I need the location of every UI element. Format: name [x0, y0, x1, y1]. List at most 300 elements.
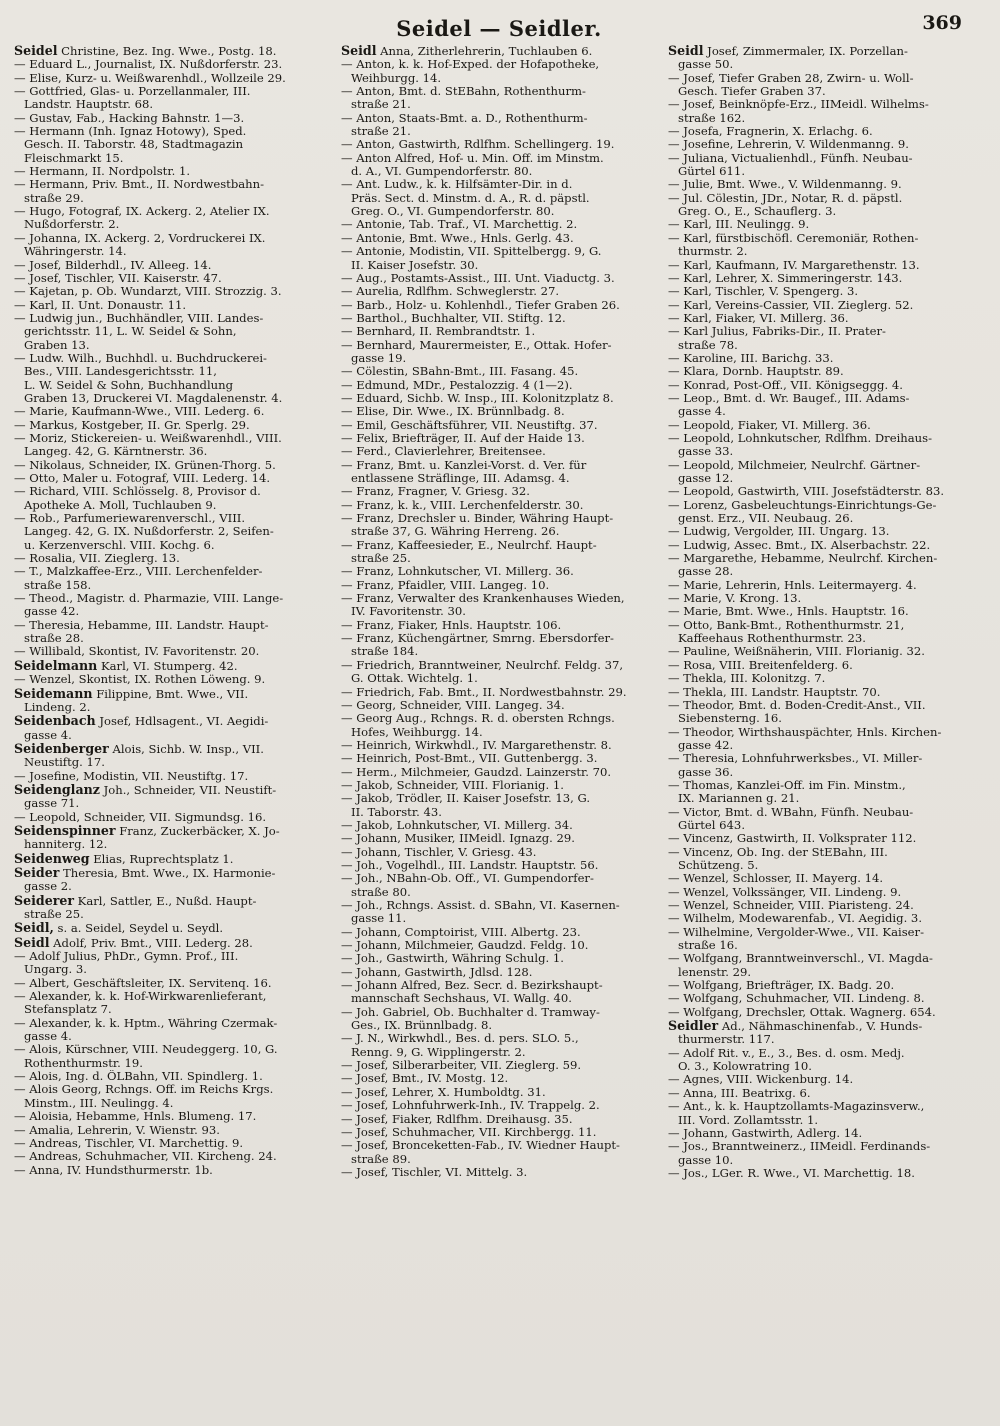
directory-entry — [668, 686, 983, 699]
entry-text: — Jakob, Schneider, VIII. Florianig. 1. — [341, 778, 564, 792]
entry-text: — Johann, Musiker, IIMeidl. Ignazg. 29. — [341, 832, 575, 846]
directory-entry — [14, 379, 329, 392]
directory-entry — [14, 125, 329, 138]
entry-text: — Bernhard, II. Rembrandtstr. 1. — [341, 325, 536, 339]
entry-text: — Theodor, Wirthshauspächter, Hnls. Kirchen- — [668, 725, 942, 739]
surname-heading: Seidl — [341, 44, 377, 58]
entry-text: Hofes, Weihburgg. 14. — [351, 725, 483, 739]
directory-entry — [668, 485, 983, 498]
entry-text: — Franz, Fragner, V. Griesg. 32. — [341, 485, 530, 499]
directory-entry — [668, 552, 983, 565]
directory-entry — [668, 85, 983, 98]
entry-text: — Josef, Tischler, VI. Mittelg. 3. — [341, 1165, 528, 1179]
directory-entry — [668, 419, 983, 432]
directory-entry — [668, 44, 983, 58]
entry-text: G. Ottak. Wichtelg. 1. — [351, 672, 478, 686]
entry-text: — Karl, II. Unt. Donaustr. 11. — [14, 298, 187, 312]
directory-entry — [668, 939, 983, 952]
entry-text: — Wilhelmine, Vergolder-Wwe., VII. Kaiser- — [668, 925, 924, 939]
entry-text: — Joh., Rchngs. Assist. d. SBahn, VI. Kasernen- — [341, 899, 620, 912]
directory-entry — [14, 963, 329, 976]
directory-entry — [14, 894, 329, 908]
directory-entry — [668, 352, 983, 365]
directory-entry — [341, 659, 656, 672]
entry-text: — Alois, Kürschner, VIII. Neudeggerg. 10, G. — [14, 1043, 278, 1057]
directory-entry — [14, 352, 329, 365]
surname-heading: Seiderer — [14, 893, 74, 908]
directory-entry — [341, 952, 656, 965]
page-header — [14, 10, 984, 42]
entry-text: Lindeng. 2. — [24, 700, 91, 714]
entry-text: — Theresia, Hebamme, III. Landstr. Haupt- — [14, 618, 269, 632]
directory-entry — [668, 299, 983, 312]
entry-text: gasse 36. — [678, 765, 734, 779]
entry-text: — Joh. Gabriel, Ob. Buchhalter d. Tramway- — [341, 1005, 600, 1019]
directory-entry — [341, 739, 656, 752]
directory-entry — [14, 299, 329, 312]
directory-entry — [341, 178, 656, 191]
directory-entry — [668, 966, 983, 979]
entry-text: — Marie, Kaufmann-Wwe., VIII. Lederg. 6. — [14, 405, 265, 419]
directory-entry — [668, 992, 983, 1005]
directory-entry — [668, 165, 983, 178]
entry-text: — Heinrich, Post-Bmt., VII. Guttenbergg. 3. — [341, 752, 598, 766]
entry-text: Ungarg. 3. — [24, 963, 87, 977]
directory-entry — [341, 912, 656, 925]
entry-text: — Markus, Kostgeber, II. Gr. Sperlg. 29. — [14, 418, 250, 432]
directory-entry — [14, 72, 329, 85]
entry-text: Karl, Sattler, E., Nußd. Haupt- — [74, 893, 257, 908]
directory-entry — [341, 125, 656, 138]
directory-entry — [14, 1097, 329, 1110]
entry-text: — Karl, Vereins-Cassier, VII. Zieglerg. 52. — [668, 298, 914, 312]
entry-text: — Leopold, Fiaker, VI. Millerg. 36. — [668, 418, 871, 432]
entry-text: IX. Mariannen g. 21. — [678, 792, 800, 806]
directory-entry — [668, 926, 983, 939]
directory-entry — [341, 859, 656, 872]
directory-entry — [341, 472, 656, 485]
surname-heading: Seidel — [14, 44, 58, 58]
entry-text: — Eduard, Sichb. W. Insp., III. Kolonitzplatz 8. — [341, 391, 614, 405]
entry-text: — Hugo, Fotograf, IX. Ackerg. 2, Atelier IX. — [14, 205, 270, 219]
entry-text: Karl, VI. Stumperg. 42. — [97, 658, 238, 673]
entry-text: straße 29. — [24, 191, 84, 205]
directory-entry — [341, 672, 656, 685]
entry-text: — Aloisia, Hebamme, Hnls. Blumeng. 17. — [14, 1110, 257, 1124]
directory-entry — [14, 838, 329, 851]
directory-entry — [341, 992, 656, 1005]
column-1 — [14, 44, 329, 1180]
entry-text: Langeg. 42, G. Kärntnerstr. 36. — [24, 445, 208, 459]
entry-text: — Adolf Julius, PhDr., Gymn. Prof., III. — [14, 950, 239, 964]
directory-entry — [14, 485, 329, 498]
entry-text: straße 21. — [351, 98, 411, 112]
directory-entry — [14, 472, 329, 485]
directory-entry — [341, 645, 656, 658]
directory-entry — [14, 1043, 329, 1056]
entry-text: Rothenthurmstr. 19. — [24, 1056, 143, 1070]
entry-text: — Theodor, Bmt. d. Boden-Credit-Anst., VII. — [668, 698, 926, 712]
entry-text: — Josef, Lehrer, X. Humboldtg. 31. — [341, 1085, 546, 1099]
entry-text: Apotheke A. Moll, Tuchlauben 9. — [24, 498, 217, 512]
entry-text: Landstr. Hauptstr. 68. — [24, 98, 154, 112]
entry-text: — Anton Alfred, Hof- u. Min. Off. im Minstm. — [341, 151, 604, 165]
entry-text: straße 28. — [24, 632, 84, 646]
directory-entry — [14, 592, 329, 605]
entry-text: — Kajetan, p. Ob. Wundarzt, VIII. Strozzig. 3. — [14, 285, 282, 299]
directory-entry — [341, 872, 656, 885]
entry-text: — Wenzel, Schlosser, II. Mayerg. 14. — [668, 872, 884, 886]
directory-entry — [668, 565, 983, 578]
directory-entry — [668, 72, 983, 85]
directory-entry — [14, 525, 329, 538]
surname-heading: Seidelmann — [14, 658, 98, 673]
entry-text: gasse 4. — [24, 728, 72, 742]
directory-entry — [14, 742, 329, 756]
entry-text: — Andreas, Tischler, VI. Marchettig. 9. — [14, 1136, 244, 1150]
entry-text: — Wenzel, Skontist, IX. Rothen Löweng. 9. — [14, 673, 266, 687]
entry-text: gasse 12. — [678, 472, 734, 485]
directory-entry — [341, 392, 656, 405]
entry-text: — Wolfgang, Branntweinverschl., VI. Magda- — [668, 952, 933, 966]
directory-entry — [668, 659, 983, 672]
directory-entry — [668, 539, 983, 552]
entry-text: — Hermann, Priv. Bmt., II. Nordwestbahn- — [14, 178, 265, 192]
directory-entry — [668, 405, 983, 418]
entry-text: — Moriz, Stickereien- u. Weißwarenhdl., VIII. — [14, 431, 282, 445]
entry-text: — Heinrich, Wirkwhdl., IV. Margarethenstr. 8. — [341, 738, 612, 752]
entry-text: — Karl, Fiaker, VI. Millerg. 36. — [668, 311, 849, 325]
entry-text: — Josef, Schuhmacher, VII. Kirchbergg. 11. — [341, 1125, 597, 1139]
directory-entry — [14, 552, 329, 565]
entry-text: — Emil, Geschäftsführer, VII. Neustiftg. 37. — [341, 418, 598, 432]
directory-entry — [668, 1006, 983, 1019]
directory-entry — [14, 1083, 329, 1096]
directory-entry — [668, 525, 983, 538]
entry-text: — Friedrich, Fab. Bmt., II. Nordwestbahnstr. 29. — [341, 685, 627, 699]
entry-text: Fleischmarkt 15. — [24, 151, 124, 165]
entry-text: — Felix, Briefträger, II. Auf der Haide 13. — [341, 431, 585, 445]
entry-text: — Gottfried, Glas- u. Porzellanmaler, III. — [14, 85, 251, 99]
directory-entry — [668, 365, 983, 378]
directory-entry — [14, 659, 329, 673]
directory-entry — [14, 756, 329, 769]
entry-text: — Georg Aug., Rchngs. R. d. obersten Rchngs. — [341, 712, 615, 726]
directory-entry — [668, 325, 983, 338]
directory-entry — [14, 499, 329, 512]
entry-text: — Barb., Holz- u. Kohlenhdl., Tiefer Graben 26. — [341, 298, 620, 312]
entry-text: — Jul. Cölestin, JDr., Notar, R. d. päpstl. — [668, 191, 903, 205]
entry-text: — Joh., Vogelhdl., III. Landstr. Hauptstr. 56. — [341, 858, 599, 872]
entry-text: — Andreas, Schuhmacher, VII. Kircheng. 24. — [14, 1150, 277, 1164]
directory-entry — [668, 1154, 983, 1167]
directory-entry — [14, 1124, 329, 1137]
directory-entry — [14, 977, 329, 990]
directory-entry — [14, 811, 329, 824]
directory-entry — [341, 766, 656, 779]
entry-text: Greg. O., E., Schauflerg. 3. — [678, 205, 837, 219]
entry-text: — Bernhard, Maurermeister, E., Ottak. Hofer- — [341, 338, 612, 352]
entry-text: — Johann, Milchmeier, Gaudzd. Feldg. 10. — [341, 939, 589, 953]
directory-entry — [14, 921, 329, 935]
directory-entry — [668, 899, 983, 912]
directory-entry — [14, 565, 329, 578]
surname-heading: Seidl, — [14, 921, 54, 936]
directory-entry — [341, 365, 656, 378]
surname-heading: Seidenglanz — [14, 782, 100, 797]
directory-entry — [341, 352, 656, 365]
directory-entry — [14, 1057, 329, 1070]
entry-text: — Marie, Lehrerin, Hnls. Leitermayerg. 4. — [668, 578, 917, 592]
entry-text: — Anna, IV. Hundsthurmerstr. 1b. — [14, 1163, 213, 1177]
entry-text: gasse 11. — [351, 912, 407, 926]
directory-entry — [14, 1003, 329, 1016]
directory-entry — [668, 512, 983, 525]
entry-text: gasse 28. — [678, 565, 734, 579]
entry-text: Bes., VIII. Landesgerichtsstr. 11, — [24, 365, 217, 379]
entry-text: straße 184. — [351, 645, 419, 659]
directory-entry — [341, 44, 656, 58]
entry-text: entlassene Sträflinge, III. Adamsg. 4. — [351, 472, 570, 485]
entry-text: Theresia, Bmt. Wwe., IX. Harmonie- — [59, 865, 276, 880]
directory-entry — [341, 272, 656, 285]
entry-text: — Alois, Ing. d. ÖLBahn, VII. Spindlerg. 1. — [14, 1070, 263, 1084]
entry-text: Joh., Schneider, VII. Neustift- — [99, 782, 277, 797]
entry-text: Schützeng. 5. — [678, 858, 759, 872]
directory-entry — [14, 112, 329, 125]
directory-entry — [668, 792, 983, 805]
directory-entry — [341, 1032, 656, 1045]
entry-text: — Ludwig, Assec. Bmt., IX. Alserbachstr. 22. — [668, 538, 931, 552]
entry-text: Elias, Ruprechtsplatz 1. — [89, 851, 234, 866]
entry-text: — Antonie, Modistin, VII. Spittelbergg. 9, G. — [341, 245, 602, 259]
entry-text: — Barthol., Buchhalter, VII. Stiftg. 12. — [341, 311, 566, 325]
directory-entry — [668, 98, 983, 111]
entry-text: — Leopold, Schneider, VII. Sigmundsg. 16. — [14, 810, 267, 824]
entry-text: — Johann, Comptoirist, VIII. Albertg. 23. — [341, 925, 581, 939]
directory-entry — [668, 245, 983, 258]
directory-entry — [14, 259, 329, 272]
directory-entry — [668, 952, 983, 965]
directory-entry — [341, 752, 656, 765]
entry-text: — Elise, Dir. Wwe., IX. Brünnlbadg. 8. — [341, 405, 565, 419]
surname-heading: Seidenweg — [14, 851, 90, 866]
directory-entry — [668, 445, 983, 458]
directory-entry — [668, 112, 983, 125]
entry-text: — Antonie, Tab. Traf., VI. Marchettig. 2. — [341, 218, 578, 232]
columns — [14, 44, 984, 1180]
entry-text: — Franz, Bmt. u. Kanzlei-Vorst. d. Ver. für — [341, 458, 587, 472]
directory-entry — [341, 592, 656, 605]
entry-text: d. A., VI. Gumpendorferstr. 80. — [351, 165, 533, 179]
directory-entry — [341, 485, 656, 498]
directory-entry — [14, 645, 329, 658]
directory-entry — [341, 1126, 656, 1139]
entry-text: — Josef, Silberarbeiter, VII. Zieglerg. 59. — [341, 1059, 582, 1073]
entry-text: — Konrad, Post-Off., VII. Königseggg. 4. — [668, 378, 903, 392]
entry-text: — Johann, Tischler, V. Griesg. 43. — [341, 845, 537, 859]
directory-entry — [341, 245, 656, 258]
entry-text: — Joh., Gastwirth, Währing Schulg. 1. — [341, 952, 564, 966]
directory-entry — [668, 1073, 983, 1086]
directory-entry — [14, 539, 329, 552]
directory-entry — [668, 832, 983, 845]
directory-entry — [14, 701, 329, 714]
entry-text: gasse 33. — [678, 445, 734, 459]
directory-entry — [341, 686, 656, 699]
entry-text: — Franz, Küchengärtner, Smrng. Ebersdorfer- — [341, 632, 614, 646]
entry-text: — Johann, Gastwirth, Jdlsd. 128. — [341, 965, 533, 979]
directory-entry — [341, 525, 656, 538]
entry-text: — Wolfgang, Briefträger, IX. Badg. 20. — [668, 979, 895, 993]
directory-entry — [14, 605, 329, 618]
entry-text: — Josefine, Lehrerin, V. Wildenmanng. 9. — [668, 138, 909, 152]
entry-text: IV. Favoritenstr. 30. — [351, 605, 466, 619]
directory-entry — [341, 619, 656, 632]
directory-entry — [14, 1070, 329, 1083]
entry-text: straße 25. — [351, 552, 411, 566]
directory-entry — [341, 565, 656, 578]
directory-entry — [14, 1164, 329, 1177]
directory-entry — [14, 936, 329, 950]
entry-text: — Josefine, Modistin, VII. Neustiftg. 17. — [14, 769, 249, 783]
directory-entry — [341, 806, 656, 819]
entry-text: — Marie, Bmt. Wwe., Hnls. Hauptstr. 16. — [668, 605, 909, 619]
directory-entry — [14, 138, 329, 151]
entry-text: Graben 13. — [24, 338, 90, 352]
entry-text: — Ferd., Clavierlehrer, Breitensee. — [341, 445, 546, 459]
entry-text: straße 37, G. Währing Herreng. 26. — [351, 525, 560, 539]
entry-text: Franz, Zuckerbäcker, X. Jo- — [115, 823, 280, 838]
directory-entry — [668, 432, 983, 445]
entry-text: Renng. 9, G. Wipplingerstr. 2. — [351, 1045, 526, 1059]
entry-text: — Josef, Bilderhdl., IV. Alleeg. 14. — [14, 258, 212, 272]
entry-text: — Johann Alfred, Bez. Secr. d. Bezirkshaupt- — [341, 979, 603, 993]
directory-entry — [341, 205, 656, 218]
entry-text: — Wolfgang, Drechsler, Ottak. Wagnerg. 654. — [668, 1005, 936, 1019]
directory-entry — [14, 205, 329, 218]
directory-entry — [668, 259, 983, 272]
directory-entry — [668, 739, 983, 752]
directory-entry — [668, 1019, 983, 1033]
directory-entry — [668, 312, 983, 325]
entry-text: — Cölestin, SBahn-Bmt., III. Fasang. 45. — [341, 365, 579, 379]
directory-entry — [341, 512, 656, 525]
entry-text: — Klara, Dornb. Hauptstr. 89. — [668, 365, 844, 379]
directory-entry — [341, 72, 656, 85]
directory-entry — [668, 125, 983, 138]
page-title: Seidel — Seidler. — [396, 16, 602, 41]
entry-text: mannschaft Sechshaus, VI. Wallg. 40. — [351, 992, 572, 1006]
entry-text: — Karl, fürstbischöfl. Ceremoniär, Rothen- — [668, 231, 919, 245]
directory-entry — [341, 459, 656, 472]
entry-text: — Anton, Gastwirth, Rdlfhm. Schellingerg. 19. — [341, 138, 615, 152]
directory-entry — [341, 1019, 656, 1032]
directory-entry — [668, 579, 983, 592]
directory-entry — [341, 445, 656, 458]
entry-text: — Victor, Bmt. d. WBahn, Fünfh. Neubau- — [668, 805, 914, 819]
directory-entry — [341, 846, 656, 859]
entry-text: — Josefa, Fragnerin, X. Erlachg. 6. — [668, 125, 873, 139]
entry-text: Gesch. Tiefer Graben 37. — [678, 85, 826, 99]
directory-entry — [14, 44, 329, 58]
directory-entry — [341, 419, 656, 432]
entry-text: — Wenzel, Schneider, VIII. Piaristeng. 24. — [668, 899, 914, 912]
entry-text: — Alexander, k. k. Hptm., Währing Czermak- — [14, 1016, 278, 1030]
entry-text: Gürtel 643. — [678, 818, 745, 832]
directory-entry — [341, 1099, 656, 1112]
directory-entry — [668, 752, 983, 765]
entry-text: — Anton, Bmt. d. StEBahn, Rothenthurm- — [341, 85, 586, 99]
entry-text: straße 158. — [24, 578, 92, 592]
directory-entry — [14, 192, 329, 205]
entry-text: straße 78. — [678, 338, 738, 352]
directory-entry — [668, 459, 983, 472]
directory-entry — [668, 192, 983, 205]
directory-entry — [341, 1086, 656, 1099]
directory-entry — [341, 165, 656, 178]
entry-text: — Pauline, Weißnäherin, VIII. Florianig. 32. — [668, 645, 925, 659]
entry-text: straße 80. — [351, 885, 411, 899]
directory-entry — [14, 312, 329, 325]
entry-text: — Alexander, k. k. Hof-Wirkwarenlieferant, — [14, 990, 267, 1004]
entry-text: — Wenzel, Volkssänger, VII. Lindeng. 9. — [668, 885, 902, 899]
directory-entry — [341, 1059, 656, 1072]
directory-entry — [14, 824, 329, 838]
directory-entry — [668, 58, 983, 71]
directory-entry — [14, 852, 329, 866]
entry-text: — Aug., Postamts-Assist., III. Unt. Viaductg. 3. — [341, 271, 615, 285]
entry-text: Stefansplatz 7. — [24, 1003, 112, 1017]
entry-text: — Josef, Bronceketten-Fab., IV. Wiedner Haupt- — [341, 1139, 620, 1153]
directory-entry — [14, 218, 329, 231]
entry-text: — Leopold, Lohnkutscher, Rdlfhm. Dreihaus- — [668, 431, 932, 445]
directory-entry — [341, 1153, 656, 1166]
directory-entry — [341, 779, 656, 792]
directory-entry — [341, 152, 656, 165]
directory-entry — [341, 58, 656, 71]
entry-text: — Willibald, Skontist, IV. Favoritenstr. 20. — [14, 645, 260, 659]
entry-text: O. 3., Kolowratring 10. — [678, 1060, 812, 1074]
directory-entry — [341, 432, 656, 445]
directory-entry — [668, 886, 983, 899]
directory-entry — [668, 205, 983, 218]
directory-entry — [14, 1017, 329, 1030]
entry-text: — Marie, V. Krong. 13. — [668, 592, 802, 606]
directory-entry — [341, 1166, 656, 1179]
directory-entry — [668, 806, 983, 819]
directory-entry — [341, 339, 656, 352]
entry-text: — Ludwig, Vergolder, III. Ungarg. 13. — [668, 525, 890, 539]
entry-text: Josef, Zimmermaler, IX. Porzellan- — [703, 44, 908, 58]
directory-entry — [341, 192, 656, 205]
directory-entry — [341, 232, 656, 245]
directory-entry — [668, 726, 983, 739]
entry-text: Gürtel 611. — [678, 165, 745, 179]
entry-text: Nußdorferstr. 2. — [24, 218, 120, 232]
entry-text: — Jos., LGer. R. Wwe., VI. Marchettig. 18. — [668, 1166, 915, 1180]
entry-text: — Vincenz, Gastwirth, II. Volksprater 112. — [668, 832, 917, 846]
directory-entry — [14, 770, 329, 783]
directory-entry — [341, 85, 656, 98]
directory-entry — [341, 1139, 656, 1152]
entry-text: lenenstr. 29. — [678, 965, 752, 979]
directory-entry — [341, 218, 656, 231]
entry-text: — Franz, Fiaker, Hnls. Hauptstr. 106. — [341, 618, 562, 632]
directory-entry — [668, 1167, 983, 1180]
entry-text: Christine, Bez. Ing. Wwe., Postg. 18. — [57, 44, 277, 58]
entry-text: — Albert, Geschäftsleiter, IX. Servitenq. 16. — [14, 976, 272, 990]
